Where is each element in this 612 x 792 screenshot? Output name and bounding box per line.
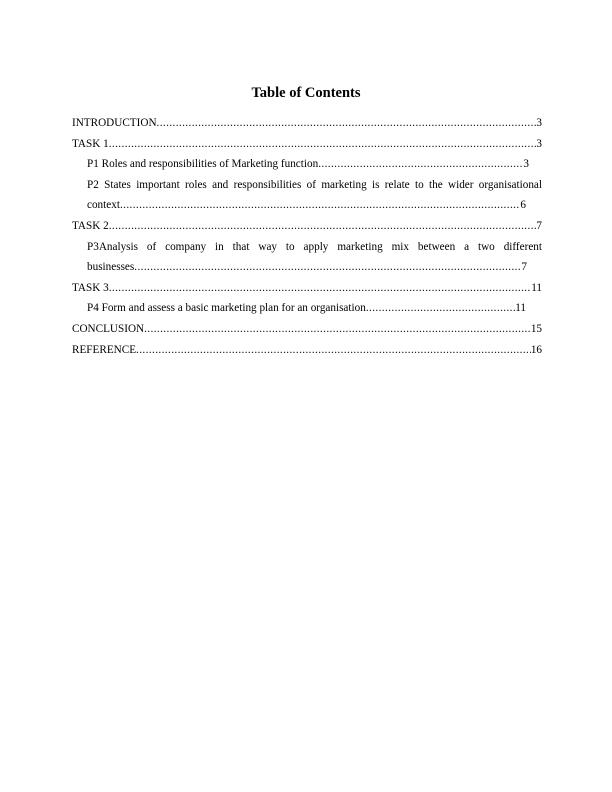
toc-entry-label: P4 Form and assess a basic marketing plan for an organisation <box>87 302 366 315</box>
toc-entry-task-3[interactable] <box>72 278 542 299</box>
toc-entry-label: TASK 2 <box>72 219 109 232</box>
toc-page-number: 15 <box>530 322 542 335</box>
toc-entry-label: P1 Roles and responsibilities of Marketing function <box>87 158 319 171</box>
toc-entry-p4[interactable] <box>72 298 542 319</box>
toc-entry-label: INTRODUCTION <box>72 117 157 129</box>
toc-entry-p3-line-1[interactable] <box>72 237 542 258</box>
toc-entry-label: P2 States important roles and responsibilities of marketing is relate to the wider organisational <box>87 178 542 191</box>
toc-page-number: 11 <box>531 281 542 294</box>
toc-leader-dots <box>136 340 531 361</box>
toc-entry-label: REFERENCE <box>72 343 137 356</box>
toc-entry-p2-line-1[interactable] <box>72 175 542 196</box>
toc-title: Table of Contents <box>251 85 361 101</box>
toc-entry-p3-line-2[interactable] <box>72 257 542 278</box>
toc-page-number: 3 <box>536 137 542 150</box>
toc-page-number: 11 <box>515 302 526 315</box>
toc-entry-reference[interactable] <box>72 340 542 361</box>
toc-page-number: 3 <box>536 117 542 129</box>
toc-entry-task-1[interactable] <box>72 134 542 155</box>
toc-entry-conclusion[interactable] <box>72 319 542 340</box>
toc-page-number: 7 <box>521 261 527 274</box>
toc-entry-label: P3Analysis of company in that way to apply marketing mix between a two different <box>87 240 542 253</box>
toc-leader-dots <box>318 154 523 175</box>
toc-entry-label: businesses <box>87 261 135 274</box>
toc-leader-dots <box>109 216 537 237</box>
toc-leader-dots <box>109 134 537 155</box>
toc-entry-p1[interactable] <box>72 154 542 175</box>
toc-entry-introduction[interactable] <box>72 113 542 134</box>
toc-leader-dots <box>120 195 520 216</box>
toc-entry-label: TASK 1 <box>72 137 109 150</box>
toc-leader-dots <box>157 113 537 134</box>
toc-leader-dots <box>144 319 531 340</box>
toc-entry-task-2[interactable] <box>72 216 542 237</box>
toc-entry-label: TASK 3 <box>72 281 109 294</box>
toc-leader-dots <box>134 257 521 278</box>
toc-entry-label: context <box>87 199 120 212</box>
toc-entry-label: CONCLUSION <box>72 322 145 335</box>
toc-leader-dots <box>109 278 532 299</box>
toc-page-number: 3 <box>523 158 529 171</box>
toc-page-number: 16 <box>530 343 542 356</box>
table-of-contents <box>72 113 542 360</box>
toc-page-number: 6 <box>520 199 526 212</box>
toc-entry-p2-line-2[interactable] <box>72 195 542 216</box>
toc-leader-dots <box>366 298 515 319</box>
toc-page-number: 7 <box>536 219 542 232</box>
